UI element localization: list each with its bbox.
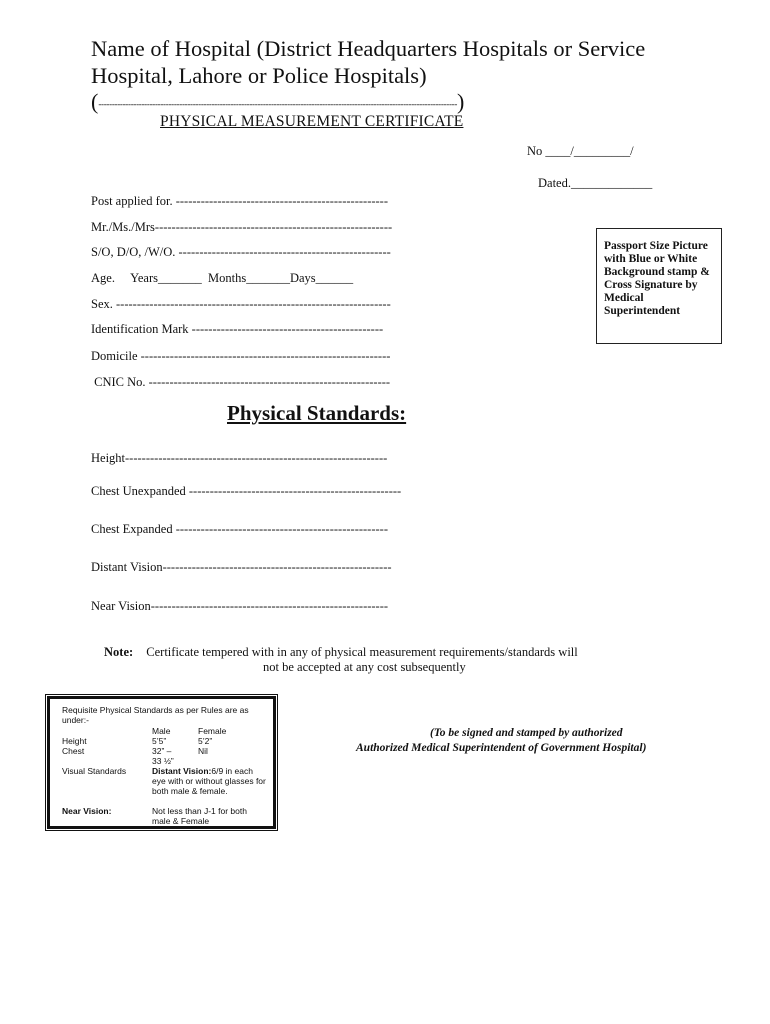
near-vision-label: Near Vision: — [62, 806, 112, 816]
near-vision-value: Not less than J-1 for both male & Female — [152, 806, 247, 826]
paren-close: ) — [457, 89, 465, 114]
paren-open: ( — [91, 89, 99, 114]
distant-vision-standard — [152, 766, 266, 796]
note-text-1: Certificate tempered with in any of physical measurement requirements/standards will — [146, 645, 578, 659]
male-header: Male — [152, 726, 171, 736]
requisite-intro: Requisite Physical Standards as per Rules are as under:- — [62, 705, 249, 725]
physical-standards-heading: Physical Standards: — [227, 401, 407, 425]
chest-unexpanded-field: Chest Unexpanded --------------------------------------------------- — [91, 484, 402, 498]
certificate-number-field: No ____/_________/ — [527, 144, 634, 158]
paren-dashes: ------------------------------------------------------------------------------------------------------------------------------------- — [98, 98, 458, 109]
hospital-name-title: Name of Hospital (District Headquarters Hospitals or Service Hospital, Lahore or Police Hospitals) — [91, 36, 646, 88]
near-vision-field: Near Vision--------------------------------------------------------- — [91, 599, 389, 613]
chest-expanded-field: Chest Expanded --------------------------------------------------- — [91, 522, 388, 536]
chest-female-value: Nil — [198, 746, 208, 756]
requisite-standards-box — [47, 696, 276, 829]
distant-vision-field: Distant Vision------------------------------------------------------- — [91, 560, 392, 574]
age-field: Age. Years_______ Months_______Days______ — [91, 271, 354, 285]
visual-standards-label: Visual Standards — [62, 766, 127, 776]
height-field: Height--------------------------------------------------------------- — [91, 451, 388, 465]
passport-photo-box: Passport Size Picture with Blue or White Background stamp & Cross Signature by Medical Superintendent — [596, 228, 722, 344]
height-label: Height — [62, 736, 87, 746]
signature-instruction-1: (To be signed and stamped by authorized — [430, 727, 623, 739]
note-line-1 — [104, 644, 578, 660]
sex-field: Sex. ------------------------------------------------------------------ — [91, 297, 391, 311]
note-label: Note: — [104, 645, 134, 659]
post-applied-field: Post applied for. --------------------------------------------------- — [91, 194, 389, 208]
distant-vision-label: Distant Vision: — [152, 766, 212, 776]
name-field: Mr./Ms./Mrs--------------------------------------------------------- — [91, 220, 393, 234]
distant-vision-value: 6/9 in each eye with or without glasses for both male & female. — [152, 766, 266, 796]
certificate-title: PHYSICAL MEASUREMENT CERTIFICATE — [160, 113, 464, 130]
chest-label: Chest — [62, 746, 85, 756]
height-female-value: 5’2” — [198, 736, 213, 746]
female-header: Female — [198, 726, 227, 736]
signature-instruction-2: Authorized Medical Superintendent of Government Hospital) — [356, 742, 647, 754]
identification-mark-field: Identification Mark ---------------------------------------------- — [91, 322, 384, 336]
chest-male-value-2: 33 ½” — [152, 756, 174, 766]
parent-spouse-field: S/O, D/O, /W/O. --------------------------------------------------- — [91, 245, 391, 259]
note-line-2: not be accepted at any cost subsequently — [263, 660, 466, 674]
cnic-field: CNIC No. ---------------------------------------------------------- — [91, 375, 391, 389]
dated-field: Dated._____________ — [538, 176, 653, 190]
domicile-field: Domicile ------------------------------------------------------------ — [91, 349, 391, 363]
chest-male-value: 32” – — [152, 746, 172, 756]
height-male-value: 5’5” — [152, 736, 167, 746]
